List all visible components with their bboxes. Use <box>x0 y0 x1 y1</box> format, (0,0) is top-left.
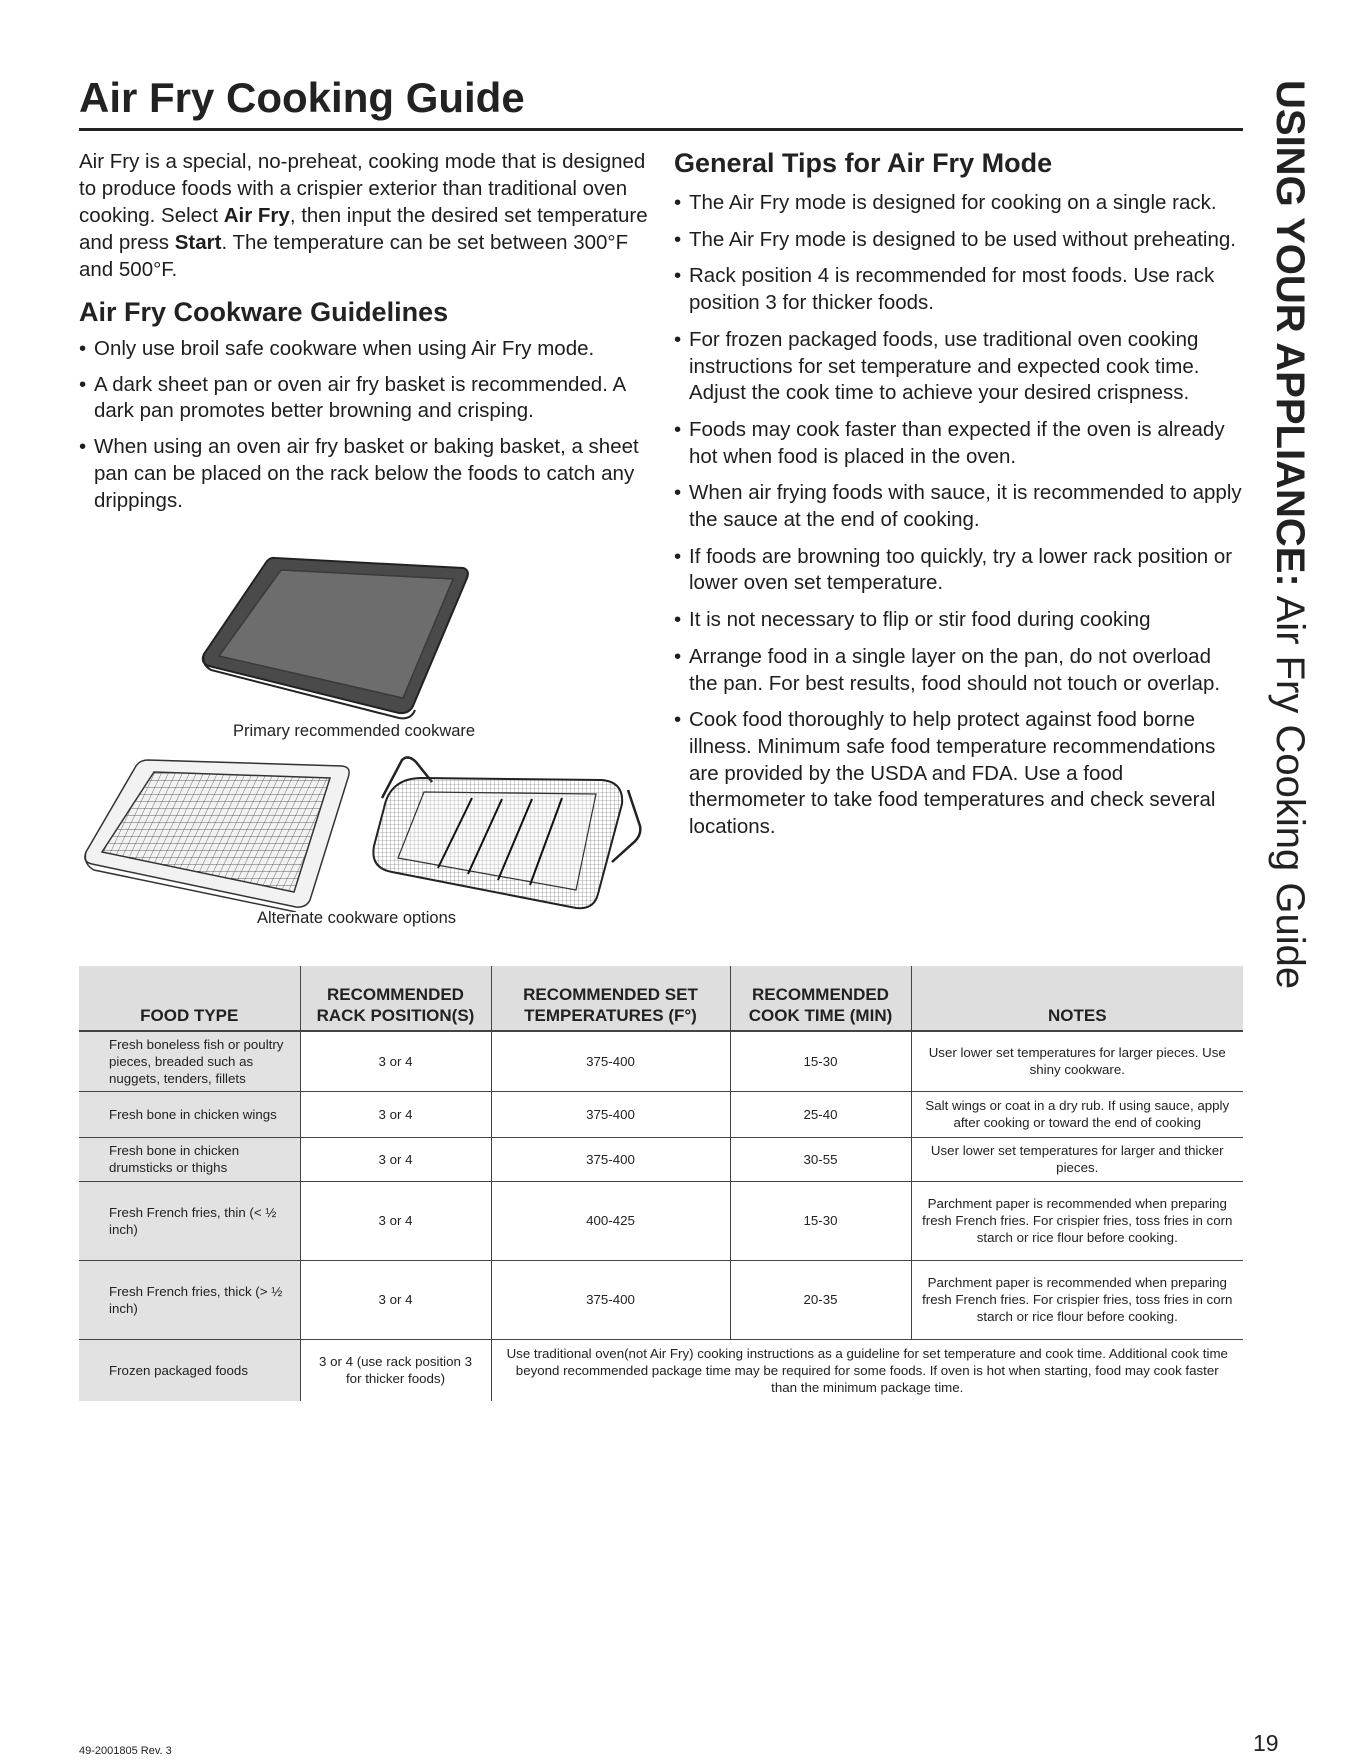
rack-cell: 3 or 4 (use rack position 3 for thicker foods) <box>300 1339 491 1401</box>
food-type-cell: Frozen packaged foods <box>79 1339 300 1401</box>
list-item: • Arrange food in a single layer on the pan, do not overload the pan. For best results, food should not touch or overlap. <box>674 644 1244 697</box>
page-title: Air Fry Cooking Guide <box>79 74 525 121</box>
notes-cell: User lower set temperatures for larger and thicker pieces. <box>911 1137 1243 1181</box>
tips-heading: General Tips for Air Fry Mode <box>674 148 1053 178</box>
rack-cell: 3 or 4 <box>300 1137 491 1181</box>
air-fry-basket-icon <box>362 748 647 918</box>
table-row <box>79 1091 1243 1137</box>
rack-cell: 3 or 4 <box>300 1031 491 1091</box>
list-item: • A dark sheet pan or oven air fry basket is recommended. A dark pan promotes better browning and crisping. <box>79 372 659 425</box>
list-item: • Cook food thoroughly to help protect against food borne illness. Minimum safe food temperature recommendations are provided by the USDA and FDA. Use a food thermometer to take food temperatures and check several locations. <box>674 707 1244 841</box>
page-number: 19 <box>1253 1730 1279 1756</box>
notes-cell: Parchment paper is recommended when preparing fresh French fries. For crispier fries, toss fries in corn starch or rice flour before cooking. <box>911 1181 1243 1260</box>
list-item: • The Air Fry mode is designed to be used without preheating. <box>674 227 1244 254</box>
air-fry-table <box>79 966 1243 1401</box>
header-cook-time: RECOMMENDED COOK TIME (MIN) <box>730 966 911 1031</box>
table-row <box>79 1260 1243 1339</box>
temp-cell: 400-425 <box>491 1181 730 1260</box>
food-type-cell: Fresh French fries, thick (> ½ inch) <box>79 1260 300 1339</box>
table-header-row <box>79 966 1243 1031</box>
time-cell: 25-40 <box>730 1091 911 1137</box>
air-fry-bold: Air Fry <box>223 204 290 227</box>
rack-cell: 3 or 4 <box>300 1091 491 1137</box>
list-item: • If foods are browning too quickly, try a lower rack position or lower oven set temperature. <box>674 544 1244 597</box>
header-food-type: FOOD TYPE <box>79 966 300 1031</box>
intro-paragraph: Air Fry is a special, no-preheat, cooking mode that is designed to produce foods with a crispier exterior than traditional oven cooking. Select Air Fry, then input the desired set temperature and press Start. The temperature can be set between 300°F and 500°F. <box>79 150 648 281</box>
time-cell: 15-30 <box>730 1031 911 1091</box>
dark-sheet-pan-icon <box>195 548 475 720</box>
list-item: • The Air Fry mode is designed for cooking on a single rack. <box>674 190 1244 217</box>
cookware-heading: Air Fry Cookware Guidelines <box>79 297 449 327</box>
time-cell: 20-35 <box>730 1260 911 1339</box>
notes-cell: Salt wings or coat in a dry rub. If using sauce, apply after cooking or toward the end of cooking <box>911 1091 1243 1137</box>
section-side-title: USING YOUR APPLIANCE: Air Fry Cooking Guide <box>1268 80 1312 990</box>
header-set-temperature: RECOMMENDED SET TEMPERATURES (F°) <box>491 966 730 1031</box>
tips-list <box>674 190 1244 841</box>
temp-cell: 375-400 <box>491 1031 730 1091</box>
title-rule <box>79 128 1243 131</box>
time-cell: 30-55 <box>730 1137 911 1181</box>
temp-cell: 375-400 <box>491 1091 730 1137</box>
food-type-cell: Fresh French fries, thin (< ½ inch) <box>79 1181 300 1260</box>
table-row <box>79 1181 1243 1260</box>
list-item: • It is not necessary to flip or stir food during cooking <box>674 607 1244 634</box>
food-type-cell: Fresh bone in chicken wings <box>79 1091 300 1137</box>
start-bold: Start <box>174 231 222 254</box>
left-column <box>79 148 659 523</box>
right-column <box>674 148 1244 851</box>
list-item: • Foods may cook faster than expected if the oven is already hot when food is placed in the oven. <box>674 417 1244 470</box>
header-rack-position: RECOMMENDED RACK POSITION(S) <box>300 966 491 1031</box>
list-item: • Rack position 4 is recommended for most foods. Use rack position 3 for thicker foods. <box>674 263 1244 316</box>
food-type-cell: Fresh boneless fish or poultry pieces, breaded such as nuggets, tenders, fillets <box>79 1031 300 1091</box>
document-code: 49-2001805 Rev. 3 <box>79 1745 172 1757</box>
alternate-cookware-caption: Alternate cookware options <box>257 909 457 927</box>
cookware-list <box>79 336 659 514</box>
table-row-frozen <box>79 1339 1243 1401</box>
primary-cookware-caption: Primary recommended cookware <box>233 722 476 740</box>
notes-cell: User lower set temperatures for larger pieces. Use shiny cookware. <box>911 1031 1243 1091</box>
rack-cell: 3 or 4 <box>300 1181 491 1260</box>
list-item: • For frozen packaged foods, use traditional oven cooking instructions for set temperature and expected cook time. Adjust the cook time to achieve your desired crispness. <box>674 327 1244 407</box>
rack-cell: 3 or 4 <box>300 1260 491 1339</box>
food-type-cell: Fresh bone in chicken drumsticks or thighs <box>79 1137 300 1181</box>
temp-cell: 375-400 <box>491 1137 730 1181</box>
rack-on-pan-icon <box>80 752 370 912</box>
table-row <box>79 1031 1243 1091</box>
notes-cell: Parchment paper is recommended when preparing fresh French fries. For crispier fries, toss fries in corn starch or rice flour before cooking. <box>911 1260 1243 1339</box>
temp-cell: 375-400 <box>491 1260 730 1339</box>
list-item: • When air frying foods with sauce, it is recommended to apply the sauce at the end of cooking. <box>674 480 1244 533</box>
list-item: • Only use broil safe cookware when using Air Fry mode. <box>79 336 659 363</box>
list-item: • When using an oven air fry basket or baking basket, a sheet pan can be placed on the rack below the foods to catch any drippings. <box>79 434 659 514</box>
time-cell: 15-30 <box>730 1181 911 1260</box>
table-row <box>79 1137 1243 1181</box>
frozen-notes-cell: Use traditional oven(not Air Fry) cooking instructions as a guideline for set temperature and cook time. Additional cook time beyond recommended package time may be required for some foods. If oven is hot when starting, food may cook faster than the minimum package time. <box>491 1339 1243 1401</box>
header-notes: NOTES <box>911 966 1243 1031</box>
